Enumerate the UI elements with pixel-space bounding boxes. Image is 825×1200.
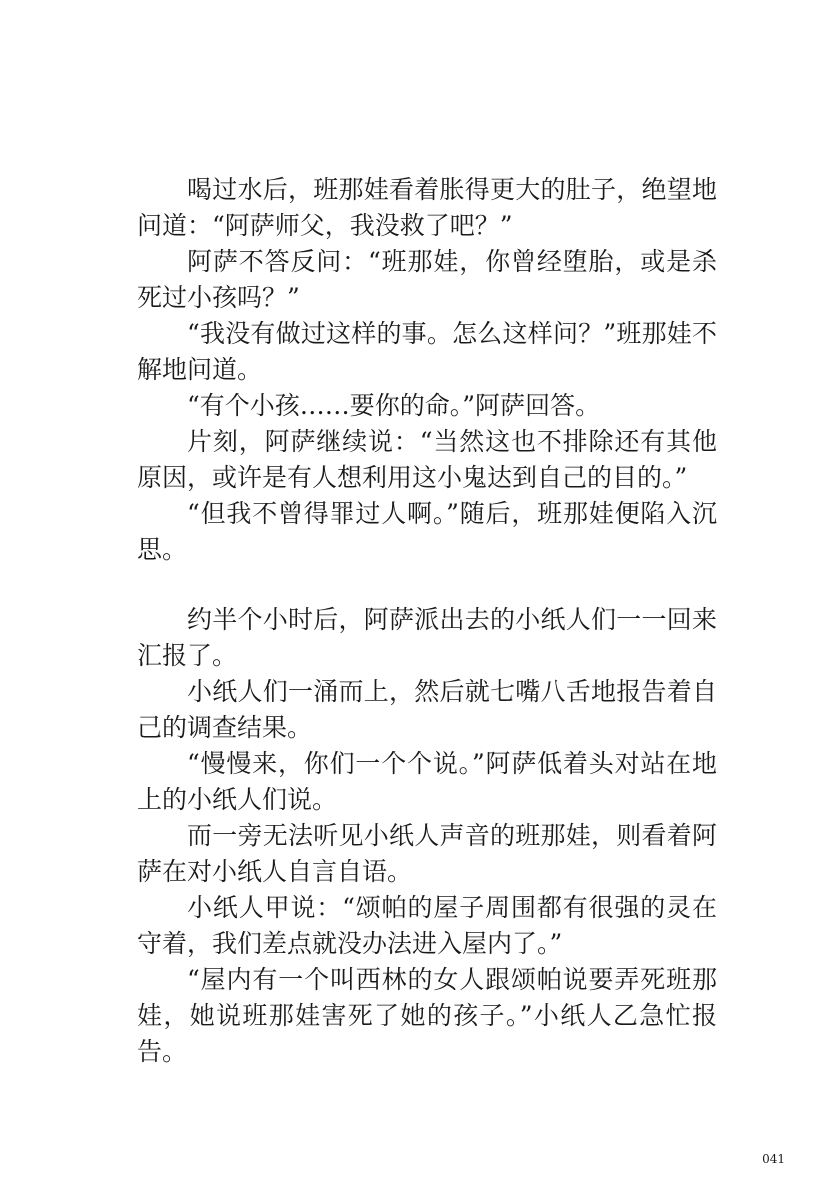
paragraph: 喝过水后，班那娃看着胀得更大的肚子，绝望地问道：“阿萨师父，我没救了吧？” xyxy=(137,175,717,240)
paragraph: 小纸人们一涌而上，然后就七嘴八舌地报告着自己的调查结果。 xyxy=(137,677,717,742)
section-break xyxy=(137,568,717,602)
paragraph: 小纸人甲说：“颂帕的屋子周围都有很强的灵在守着，我们差点就没办法进入屋内了。” xyxy=(137,893,717,958)
paragraph: “慢慢来，你们一个个说。”阿萨低着头对站在地上的小纸人们说。 xyxy=(137,749,717,814)
paragraph: “但我不曾得罪过人啊。”随后，班那娃便陷入沉思。 xyxy=(137,499,717,564)
body-text xyxy=(137,172,717,1070)
page-number: 041 xyxy=(762,1152,785,1166)
paragraph: “屋内有一个叫西林的女人跟颂帕说要弄死班那娃，她说班那娃害死了她的孩子。”小纸人乙急忙报告。 xyxy=(137,965,717,1066)
paragraph: “我没有做过这样的事。怎么这样问？”班那娃不解地问道。 xyxy=(137,319,717,384)
paragraph: “有个小孩……要你的命。”阿萨回答。 xyxy=(187,391,601,420)
paragraph: 约半个小时后，阿萨派出去的小纸人们一一回来汇报了。 xyxy=(137,605,717,670)
paragraph: 而一旁无法听见小纸人声音的班那娃，则看着阿萨在对小纸人自言自语。 xyxy=(137,821,717,886)
paragraph: 片刻，阿萨继续说：“当然这也不排除还有其他原因，或许是有人想利用这小鬼达到自己的目的。” xyxy=(137,427,717,492)
paragraph: 阿萨不答反问：“班那娃，你曾经堕胎，或是杀死过小孩吗？” xyxy=(137,247,717,312)
